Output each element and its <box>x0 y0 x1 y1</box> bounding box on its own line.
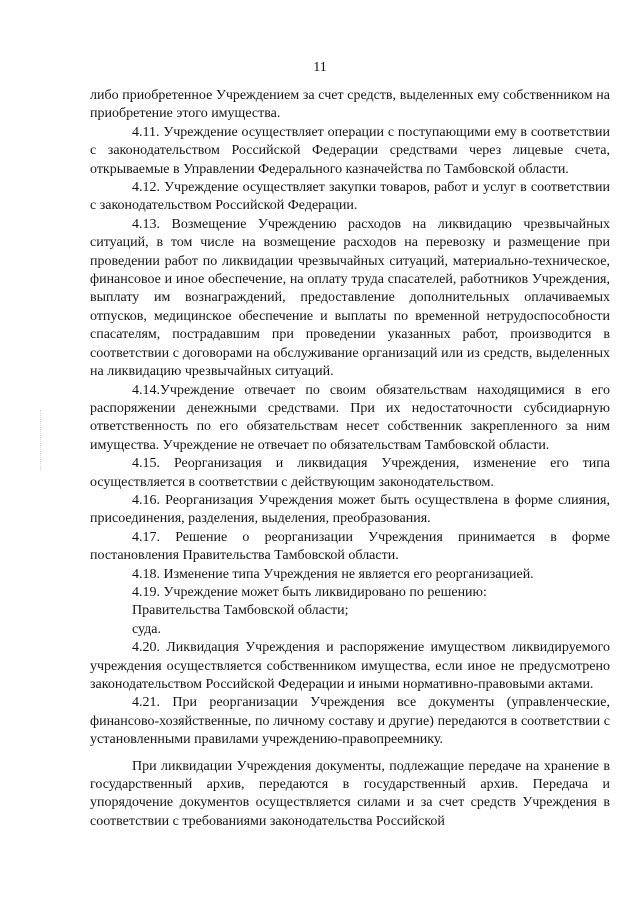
paragraph-4-17: 4.17. Решение о реорганизации Учреждения принимается в форме постановления Правительства Тамбовской области. <box>90 529 610 564</box>
paragraph-4-20: 4.20. Ликвидация Учреждения и распоряжение имуществом ликвидируемого учреждения осуществляется собственником имущества, если иное не предусмотрено законодательством Российской Федерации и иными нормативно-правовыми актами. <box>90 640 610 692</box>
paragraph-4-21: 4.21. При реорганизации Учреждения все документы (управленческие, финансово-хозяйственные, по личному составу и другие) передаются в соответствии с установленными правилами учреждению-правопреемнику. <box>90 695 610 748</box>
paragraph-4-15: 4.15. Реорганизация и ликвидация Учреждения, изменение его типа осуществляется в соответствии с действующим законодательством. <box>90 456 610 490</box>
paragraph-4-12: 4.12. Учреждение осуществляет закупки товаров, работ и услуг в соответствии с законодательством Российской Федерации. <box>90 180 610 214</box>
list-item-government: Правительства Тамбовской области; <box>132 603 349 619</box>
paragraph-4-18: 4.18. Изменение типа Учреждения не является его реорганизацией. <box>132 566 534 582</box>
paragraph-4-11: 4.11. Учреждение осуществляет операции с поступающими ему в соответствии с законодательством Российской Федерации средствами через лицевые счета, открываемые в Управлении Федерального казначейства по Тамбовской области. <box>90 124 610 177</box>
paragraph-liquidation-documents: При ликвидации Учреждения документы, подлежащие передаче на хранение в государственный архив, передаются в государственный архив. Передача и упорядочение документов осуществляется силами и за счет средств Учреждения в соответствии с требованиями законодательства Российской <box>90 758 610 829</box>
scan-artifact <box>40 410 43 470</box>
list-item-court: суда. <box>132 621 161 637</box>
paragraph-4-19: 4.19. Учреждение может быть ликвидировано по решению: <box>132 584 487 600</box>
document-body <box>90 87 610 831</box>
paragraph-4-16: 4.16. Реорганизация Учреждения может быть осуществлена в форме слияния, присоединения, разделения, выделения, преобразования. <box>90 492 610 527</box>
paragraph-4-13: 4.13. Возмещение Учреждению расходов на ликвидацию чрезвычайных ситуаций, в том числе на возмещение расходов на перевозку и размещение при проведении работ по ликвидации чрезвычайных ситуаций, материально-техническое, финансовое и иное обеспечение, на оплату труда спасателей, работников Учреждения, выплату им вознаграждений, предоставление дополнительных оплачиваемых отпусков, медицинское обеспечение и выплаты по временной нетрудоспособности спасателям, пострадавшим при проведении указанных работ, производится в соответствии с договорами на обслуживание организаций или из средств, выделенных на ликвидацию чрезвычайных ситуаций. <box>90 216 610 380</box>
paragraph-continuation: либо приобретенное Учреждением за счет средств, выделенных ему собственником на приобретение этого имущества. <box>90 88 610 122</box>
page-number: 11 <box>313 60 327 75</box>
paragraph-4-14: 4.14.Учреждение отвечает по своим обязательствам находящимися в его распоряжении денежными средствами. При их недостаточности субсидиарную ответственность по его обязательствам несет собственник закрепленного за ним имущества. Учреждение не отвечает по обязательствам Тамбовской области. <box>90 382 610 453</box>
